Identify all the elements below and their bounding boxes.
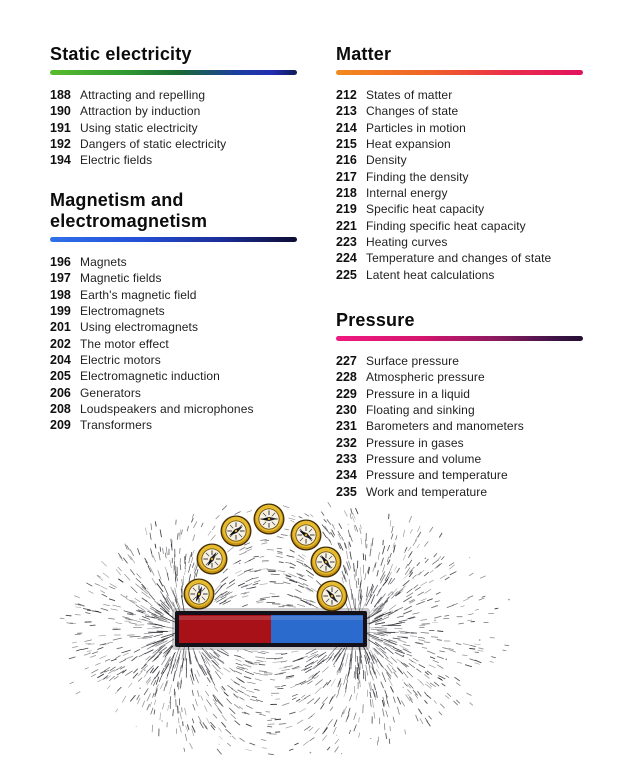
page-number: 232 <box>336 435 357 450</box>
page-number: 201 <box>50 320 71 335</box>
page-number: 208 <box>50 402 71 417</box>
section-pressure <box>336 310 583 500</box>
topic-label: Pressure in a liquid <box>366 386 471 401</box>
toc-entry <box>336 267 583 283</box>
page-number: 228 <box>336 370 357 385</box>
page-number: 235 <box>336 484 357 499</box>
toc-entry <box>336 152 583 168</box>
section-gradient-rule <box>336 336 583 341</box>
page-number: 209 <box>50 418 71 433</box>
topic-label: Generators <box>80 385 142 400</box>
page-number: 230 <box>336 403 357 418</box>
topic-label: Magnetic fields <box>80 271 162 286</box>
topic-label: Dangers of static electricity <box>80 137 227 152</box>
toc-list <box>50 254 297 434</box>
toc-entry <box>50 303 297 319</box>
toc-entry <box>50 287 297 303</box>
section-title: Magnetism and electromagnetism <box>50 190 208 231</box>
toc-list <box>50 87 297 169</box>
toc-list <box>336 353 583 500</box>
compass <box>311 547 342 578</box>
compass <box>317 581 348 612</box>
topic-label: Electromagnets <box>80 304 165 319</box>
page-number: 218 <box>336 186 357 201</box>
toc-entry <box>336 136 583 152</box>
topic-label: Attracting and repelling <box>80 88 206 102</box>
page-number: 223 <box>336 235 357 250</box>
topic-label: Specific heat capacity <box>366 202 485 217</box>
topic-label: Pressure and temperature <box>366 468 508 483</box>
page-number: 221 <box>336 218 357 233</box>
topic-label: Barometers and manometers <box>366 419 524 434</box>
toc-entry <box>336 353 583 369</box>
toc-entry <box>50 368 297 384</box>
page-number: 199 <box>50 304 71 319</box>
toc-entry <box>50 401 297 417</box>
topic-label: Electric motors <box>80 353 161 368</box>
toc-entry <box>50 319 297 335</box>
page-number: 198 <box>50 287 71 302</box>
topic-label: Work and temperature <box>366 484 488 499</box>
page-number: 224 <box>336 251 357 266</box>
topic-label: Transformers <box>80 418 153 433</box>
magnet-illustration <box>60 490 560 769</box>
toc-entry <box>50 270 297 286</box>
section-gradient-rule <box>336 70 583 75</box>
page-number: 215 <box>336 137 357 152</box>
toc-entry <box>50 152 297 168</box>
toc-entry <box>336 451 583 467</box>
toc-entry <box>50 120 297 136</box>
toc-entry <box>50 417 297 433</box>
topic-label: Density <box>366 153 407 168</box>
page-number: 214 <box>336 120 357 135</box>
page-number: 196 <box>50 255 71 269</box>
topic-label: Floating and sinking <box>366 403 475 418</box>
toc-entry <box>336 120 583 136</box>
toc-entry <box>336 435 583 451</box>
toc-entry <box>336 87 583 103</box>
magnet-illustration-svg <box>60 490 560 769</box>
toc-entry <box>336 369 583 385</box>
page-number: 190 <box>50 104 71 119</box>
toc-entry <box>336 467 583 483</box>
page-number: 197 <box>50 271 71 286</box>
topic-label: Finding the density <box>366 169 469 184</box>
topic-label: Changes of state <box>366 104 459 119</box>
compass <box>254 504 285 535</box>
section-magnetism <box>50 190 297 434</box>
section-matter <box>336 44 583 283</box>
page-number: 227 <box>336 354 357 368</box>
page-number: 216 <box>336 153 357 168</box>
page-number: 212 <box>336 88 357 102</box>
section-gradient-rule <box>50 70 297 75</box>
topic-label: Attraction by induction <box>80 104 201 119</box>
topic-label: Temperature and changes of state <box>366 251 552 266</box>
page-number: 225 <box>336 267 357 282</box>
toc-entry <box>336 103 583 119</box>
page-number: 206 <box>50 385 71 400</box>
topic-label: Electromagnetic induction <box>80 369 220 384</box>
compass <box>184 579 215 610</box>
toc-entry <box>50 136 297 152</box>
page-number: 213 <box>336 104 357 119</box>
toc-entry <box>50 336 297 352</box>
topic-label: Heating curves <box>366 235 448 250</box>
toc-entry <box>336 402 583 418</box>
toc-entry <box>336 418 583 434</box>
page-number: 202 <box>50 336 71 351</box>
topic-label: Using static electricity <box>80 120 198 135</box>
toc-entry <box>336 169 583 185</box>
page-number: 191 <box>50 120 71 135</box>
page-number: 192 <box>50 137 71 152</box>
topic-label: Magnets <box>80 255 127 269</box>
toc-entry <box>50 385 297 401</box>
page-number: 231 <box>336 419 357 434</box>
topic-label: Latent heat calculations <box>366 267 495 282</box>
toc-entry <box>336 386 583 402</box>
section-title: Pressure <box>336 310 415 330</box>
toc-entry <box>336 234 583 250</box>
topic-label: Electric fields <box>80 153 153 168</box>
topic-label: Particles in motion <box>366 120 466 135</box>
page-number: 219 <box>336 202 357 217</box>
topic-label: Pressure and volume <box>366 452 482 467</box>
topic-label: Using electromagnets <box>80 320 199 335</box>
bar-magnet <box>172 608 370 650</box>
toc-entry <box>336 218 583 234</box>
page-number: 233 <box>336 452 357 467</box>
section-gradient-rule <box>50 237 297 242</box>
topic-label: The motor effect <box>80 336 169 351</box>
section-static-electricity <box>50 44 297 169</box>
toc-entry <box>336 250 583 266</box>
topic-label: Pressure in gases <box>366 435 464 450</box>
topic-label: Surface pressure <box>366 354 459 368</box>
page-number: 194 <box>50 153 71 168</box>
toc-list <box>336 87 583 283</box>
toc-entry <box>50 254 297 270</box>
topic-label: Internal energy <box>366 186 448 201</box>
topic-label: Heat expansion <box>366 137 451 152</box>
page-number: 188 <box>50 88 71 102</box>
topic-label: Loudspeakers and microphones <box>80 402 254 417</box>
toc-entry <box>50 103 297 119</box>
topic-label: Atmospheric pressure <box>366 370 485 385</box>
toc-entry <box>50 87 297 103</box>
toc-entry <box>50 352 297 368</box>
compass <box>197 544 228 575</box>
topic-label: Finding specific heat capacity <box>366 218 526 233</box>
toc-entry <box>336 185 583 201</box>
page-number: 229 <box>336 386 357 401</box>
page-number: 217 <box>336 169 357 184</box>
compass <box>291 520 322 551</box>
toc-entry <box>336 201 583 217</box>
section-title: Static electricity <box>50 44 192 64</box>
compass <box>221 516 252 547</box>
page-number: 234 <box>336 468 357 483</box>
topic-label: States of matter <box>366 88 453 102</box>
page-number: 205 <box>50 369 71 384</box>
section-title: Matter <box>336 44 392 64</box>
topic-label: Earth's magnetic field <box>80 287 197 302</box>
page-number: 204 <box>50 353 71 368</box>
